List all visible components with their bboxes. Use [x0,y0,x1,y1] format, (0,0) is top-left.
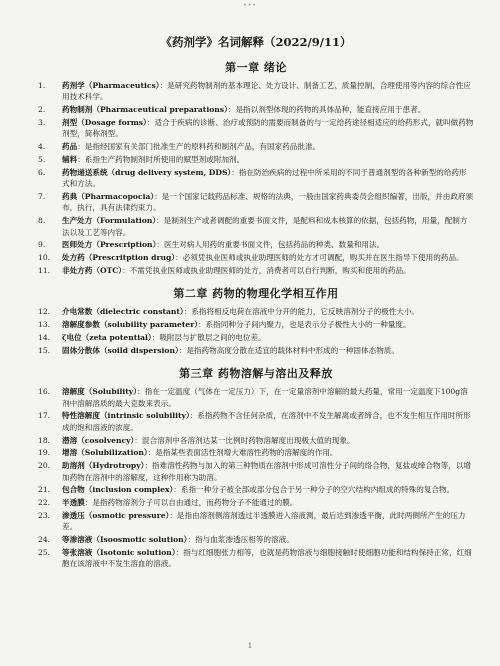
item-term: 半透膜 [62,498,85,508]
item-definition: ：是一个国家记载药品标准、规格的法典，一般由国家药典委员会组织编著，出版，并由政府颁布，执行，具有法律约束力。 [62,192,474,213]
item-number: 12. [38,307,51,317]
chapter-heading: 第二章 药物的物理化学相互作用 [173,287,339,301]
item-term: 医师处方（Prescription） [62,240,157,250]
item-term: 药物递送系统（drug delivery system, DDS） [62,167,232,177]
item-definition: ：是制剂生产或者调配的重要书面文件，是配料和成本核算的依据，包括药物，用量，配制方法以及工艺等内容。 [62,216,468,237]
item-number: 2. [38,105,46,115]
item-definition: ：指在防治疾病的过程中所采用的不同于普通剂型的各种新型的给药形式和方法。 [62,167,467,189]
item-definition: ：指在一定温度（气体在一定压力）下，在一定量溶剂中溶解的最大药量，常用一定温度下100g溶剂中溶解溶质的最大克数来表示。 [62,387,468,408]
item-term: 药物制剂（Pharmaceutical preparations） [62,105,228,115]
item-number: 11. [38,266,51,275]
item-definition: ：是指药物溶剂分子可以自由通过，而药物分子不能通过的膜。 [84,498,298,508]
item-body [62,154,474,165]
chapter-heading: 第三章 药物溶解与溶出及释放 [179,367,333,381]
item-definition: ：指难溶性药物与加入的第三种物质在溶剂中形成可溶性分子间的络合物，复盐或缔合物等，以增加药物在溶剂中的溶解度，这种作用称为助溶。 [62,461,471,482]
item-body [62,191,474,214]
definition-item [38,117,474,140]
item-number: 3. [38,118,46,127]
item-number: 6. [38,167,46,177]
definition-item [38,497,474,508]
item-body [62,265,474,276]
item-body [62,460,474,483]
item-number: 23. [38,511,51,520]
item-term: 潜溶（cosolvency） [62,435,135,445]
page-number: 1 [247,642,253,650]
definition-item [38,265,474,276]
item-number: 19. [38,448,51,458]
definition-item [38,154,474,165]
item-number: 9. [38,240,46,250]
definition-item [38,435,474,446]
item-number: 14. [38,333,51,342]
item-number: 15. [38,345,51,355]
item-term: 药典（Pharmacopocia） [62,192,155,201]
item-term: 固体分散体（soild dispersion） [62,345,179,355]
item-definition: ：系指药物不含任何杂质，在溶剂中不发生解离或者缔合，也不发生相互作用时所形成的饱和溶液的浓度。 [62,411,471,432]
item-term: 渗透压（osmotic pressure） [62,511,170,520]
item-number: 25. [38,548,51,557]
document-title: 《药剂学》名词解释（2022/9/11） [160,35,352,49]
item-number: 10. [38,253,51,263]
item-term: ζ电位（zeta potential） [62,333,152,342]
item-body [62,215,474,238]
item-term: 包合物（inclusion complex） [62,485,174,495]
item-body [62,510,474,533]
item-term: 溶解度（Solubility） [62,387,138,397]
item-definition: ：指与红细胞张力相等，也就是药物溶液与细胞接触时使细胞功能和结构保持正常，红细胞在该溶液中不发生溶血的溶液。 [62,548,472,569]
item-body [62,534,474,545]
item-body [62,447,474,458]
definition-item [38,386,474,409]
item-definition: ：系指将相反电荷在溶液中分开的能力，它反映溶剂分子的极性大小。 [183,307,420,317]
definition-item [38,80,474,103]
item-definition: ：是指药物高度分散在适宜的载体材料中形成的一种固体态物质。 [178,345,399,355]
item-number: 4. [38,142,46,152]
item-term: 生产处方（Formulation） [62,216,157,226]
item-definition: ：吸附层与扩散层之间的电位差。 [151,333,266,342]
definition-item [38,447,474,458]
item-body [62,117,474,140]
item-number: 7. [38,192,46,201]
item-number: 8. [38,216,46,226]
item-definition: ：是指经国家有关部门批准生产的原料药和制剂产品，有国家药品批准。 [77,142,321,152]
item-term: 介电常数（dielectric constant） [62,307,184,317]
definition-item [38,484,474,495]
item-number: 18. [38,435,51,445]
definition-item [38,239,474,250]
item-number: 16. [38,387,51,397]
item-body [62,547,474,570]
item-number: 13. [38,320,51,330]
item-body [62,386,474,409]
definition-item [38,167,474,190]
item-body [62,306,474,317]
item-body [62,484,474,495]
definition-item [38,191,474,214]
item-number: 1. [38,81,46,90]
item-definition: ：医生对病人用药的重要书面文件，包括药品的种类、数量和用法。 [156,240,385,250]
definition-item [38,319,474,330]
item-definition: ：必须凭执业医师或执业助理医师的处方才可调配，购买并在医生指导下使用的药品。 [175,253,464,263]
item-number: 21. [38,485,51,495]
item-number: 22. [38,498,51,508]
definition-item [38,547,474,570]
definition-item [38,332,474,343]
item-body [62,435,474,446]
item-definition: ：指与血浆渗透压相等的溶液。 [187,535,294,545]
item-term: 等张溶液（Isotonic solution） [62,548,176,557]
definition-item [38,215,474,238]
item-term: 等渗溶液（Isoosmotic solution） [62,535,188,545]
item-term: 非处方药（OTC） [62,266,123,275]
definition-item [38,345,474,356]
item-body [62,104,474,115]
item-body [62,141,474,152]
item-number: 24. [38,535,51,545]
item-definition: ：是研究药物制剂的基本理论、处方设计、制备工艺、质量控制、合理使用等内容的综合性应用技术科学。 [62,81,471,102]
item-term: 药品 [62,142,78,152]
item-term: 助溶剂（Hydrotropy） [62,461,145,471]
item-definition: ：是指某些表面活性剂增大难溶性药物的溶解度的作用。 [147,448,338,458]
item-body [62,345,474,356]
definition-item [38,104,474,115]
definition-item [38,141,474,152]
item-definition: ：适合于疾病的诊断、治疗或预防的需要而制备的与一定给药途径相适应的给药形式，就叫做药物剂型，简称剂型。 [62,118,474,139]
item-term: 药剂学（Pharmaceutics） [62,81,160,90]
item-term: 增溶（Solubilization） [62,448,148,458]
item-body [62,167,474,190]
item-body [62,239,474,250]
item-definition: ：混合溶剂中各溶剂达某一比例时药物溶解度出现极大值的现象。 [134,435,355,445]
document-content [38,59,474,570]
item-term: 剂型（Dosage forms） [62,118,147,127]
definition-item [38,252,474,263]
item-definition: ：不需凭执业医师或执业助理医师的处方，消费者可以自行判断，购买和使用的药品。 [122,266,411,275]
item-term: 处方药（Prescritption drug） [62,253,176,263]
item-term: 辅料 [62,155,78,164]
item-term: 溶解度参数（solubility parameter） [62,320,198,330]
item-body [62,252,474,263]
item-definition: ：系指一种分子被全部或部分包合于另一种分子的空穴结构内组成的特殊的复合物。 [173,485,455,495]
item-number: 17. [38,411,51,421]
item-number: 5. [38,155,46,164]
definition-item [38,410,474,433]
chapter-heading: 第一章 绪论 [225,61,287,74]
item-term: 特性溶解度（intrinsic solubility） [62,411,190,421]
item-body [62,80,474,103]
definition-item [38,534,474,545]
definition-item [38,306,474,317]
item-definition: ：是指以剂型体现的药物的具体品种，能直接应用于患者。 [227,105,426,115]
item-definition: ：系指生产药物制剂时所使用的赋型剂或附加剂。 [77,155,245,164]
item-body [62,319,474,330]
more-options-icon[interactable]: ••• [243,2,257,9]
item-number: 20. [38,461,51,471]
definition-item [38,460,474,483]
item-body [62,410,474,433]
item-definition: ：系指同种分子间内聚力，也是表示分子极性大小的一种量度。 [198,320,411,330]
item-body [62,332,474,343]
definition-item [38,510,474,533]
item-body [62,497,474,508]
item-definition: ：是指由溶剂侧溶剂透过半透膜进入溶液测，最后达到渗透平衡，此时两侧所产生的压力差。 [62,511,466,532]
